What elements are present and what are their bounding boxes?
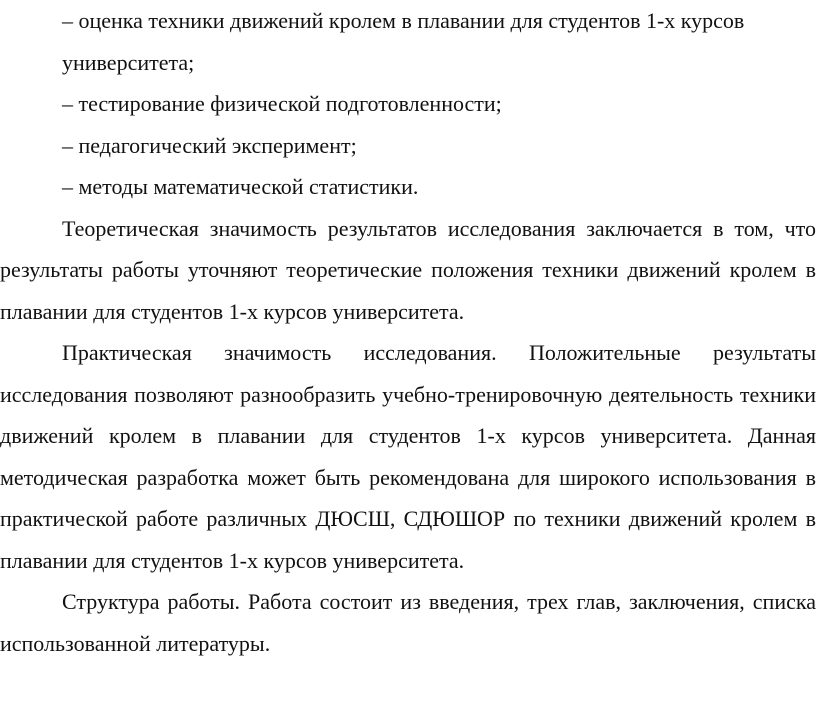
- list-item-technique-assessment: – оценка техники движений кролем в плавании для студентов 1-х курсов университета;: [62, 8, 745, 75]
- paragraph-theoretical-significance: Теоретическая значимость результатов исследования заключается в том, что результаты работы уточняют теоретические положения техники движений кролем в плавании для студентов 1-х курсов университета.: [0, 215, 816, 324]
- list-item-statistics-methods: – методы математической статистики.: [62, 174, 419, 199]
- list-item-pedagogical-experiment: – педагогический эксперимент;: [62, 132, 357, 158]
- paragraph-work-structure: Структура работы. Работа состоит из введения, трех глав, заключения, списка использованной литературы.: [0, 589, 816, 656]
- list-item-fitness-testing: – тестирование физической подготовленности;: [62, 91, 502, 116]
- paragraph-practical-significance: Практическая значимость исследования. Положительные результаты исследования позволяют разнообразить учебно-тренировочную деятельность техники движений кролем в плавании для студентов 1-х курсов университета. Данная методическая разработка может быть рекомендована для широкого использования в практической работе различных ДЮСШ, СДЮШОР по техники движений кролем в плавании для студентов 1-х курсов университета.: [0, 340, 816, 573]
